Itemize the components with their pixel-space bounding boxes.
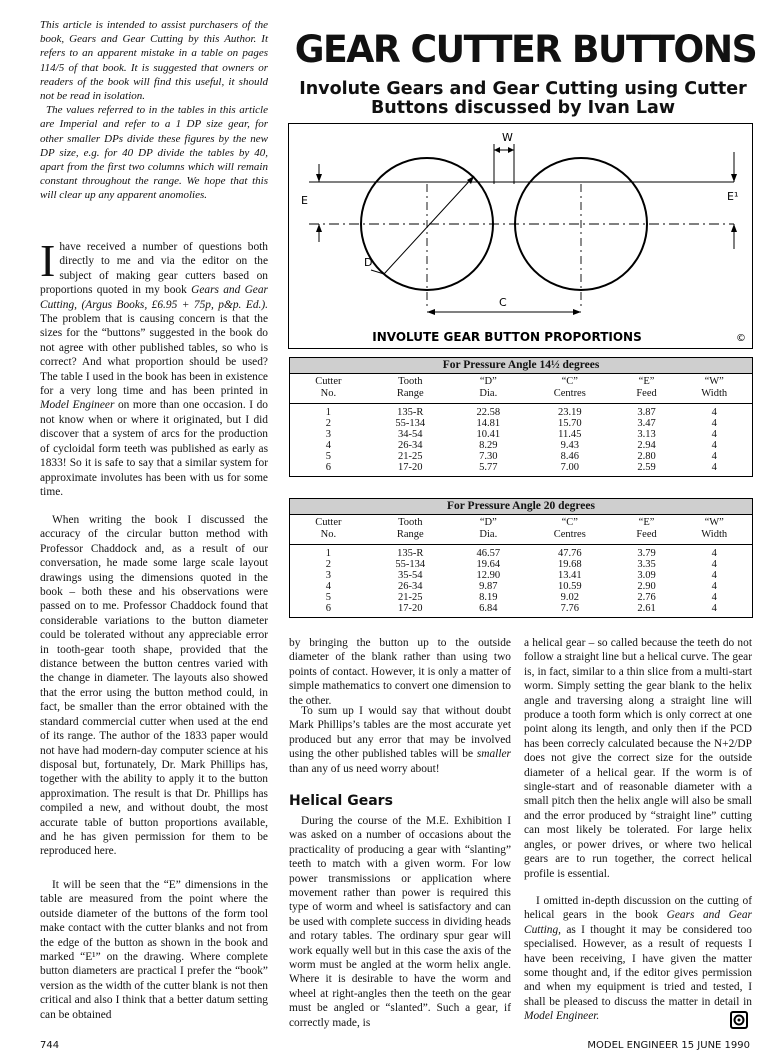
col3-paragraph-2: [524, 894, 752, 1024]
table-cell: 7.00: [560, 462, 579, 473]
col3-p2-a: I omitted in-depth discussion on the cutting of helical gears in the book: [524, 895, 752, 922]
col2-paragraph-3: During the course of the M.E. Exhibition I was asked on a number of occasions about the practicality of producing a gear with “slanting” teeth to match with a given worm. For low power transmissions or application where movement rather than power is required this type of worm and wheel is satisfactory and can be used with complete success in dividing heads and rotary tables. The ordinary spur gear will work equally well but in this case the axis of the worm must be angled at the worm helix angle. Where it is desirable to have the worm and wheel at right-angles then the teeth on the gear must be angled or “slanted”. Such a gear, if correctly made, is: [289, 815, 511, 1029]
table-cell: 4: [711, 581, 717, 592]
table-cell: 34-54: [398, 429, 423, 440]
table-cell: 9.02: [560, 592, 579, 603]
table-cell: 13.41: [557, 570, 582, 581]
table-row: [290, 603, 752, 617]
table-cell: 3.35: [637, 559, 656, 570]
intro-note: [40, 18, 268, 203]
table-row: [290, 570, 752, 581]
table2-header-3: “C” Centres: [523, 515, 617, 545]
table-row: [290, 404, 752, 419]
table-cell: 4: [711, 407, 717, 418]
table-cell: 19.64: [476, 559, 501, 570]
table-cell: 1: [325, 407, 331, 418]
table-cell: 4: [711, 440, 717, 451]
table-cell: 4: [325, 440, 331, 451]
table-cell: 19.68: [557, 559, 582, 570]
table-cell: 6: [325, 462, 331, 473]
table-cell: 4: [325, 581, 331, 592]
col1-p1-book-ref: Gears and Gear Cutting, (Argus Books, £6.95 + 75p, p&p. Ed.).: [40, 284, 268, 311]
table-cell: 135-R: [397, 548, 424, 559]
table-cell: 23.19: [557, 407, 582, 418]
table-cell: 2.59: [637, 462, 656, 473]
table2-header-4: “E” Feed: [617, 515, 677, 545]
table1-header-1: Tooth Range: [367, 374, 454, 404]
col1-paragraph-1: [40, 235, 268, 499]
table2-title: For Pressure Angle 20 degrees: [290, 499, 752, 515]
table1-header-0: Cutter No.: [290, 374, 367, 404]
col1-paragraph-3: It will be seen that the “E” dimensions in the table are measured from the point where the outside diameter of the buttons of the form tool make contact with the cutter blanks and not from the edge of the button as shown in the book and marked “E¹” on the drawing. Where complete button diameters are practical I prefer the “book” version as the width of the cutter blank is not then critical and also I think that a better datum setting can be obtained: [40, 879, 268, 1021]
col1-p1-text-a: have received a number of questions both directly to me and via the editor on the subject of making gear cutters based on proportions quoted in my book: [40, 241, 268, 297]
table-cell: 2: [325, 418, 331, 429]
magazine-footer: MODEL ENGINEER 15 JUNE 1990: [587, 1040, 750, 1051]
table-cell: 3: [325, 570, 331, 581]
table-cell: 3.47: [637, 418, 656, 429]
col1-p1-text-e: on more than one occasion. I do not know when or where it originated, but I did discover that a system of arcs for the production of cycloidal form teeth was published as early as 1833! So it is safe to say that a similar system for approximate involutes has been with us for some time.: [40, 399, 268, 498]
page-number: 744: [40, 1040, 60, 1051]
table2-grid: [290, 515, 752, 617]
diagram-caption: INVOLUTE GEAR BUTTON PROPORTIONS: [372, 330, 642, 344]
table-cell: 3.87: [637, 407, 656, 418]
table-cell: 11.45: [558, 429, 582, 440]
col3-paragraph-1: a helical gear – so called because the teeth do not follow a straight line but a helical curve. The gear is, in fact, similar to a thin slice from a multi-start worm. Simply setting the gear blank to the helix angle and traversing along a straight line will produce a tooth form which is only correct at one point along its length, and only then if the PCD has been correcly calculated because the N+2/DP does not give the correct size for the outside diameter of a helical gear. If the worm is of single-start and of reasonable diameter with a small pitch then the helix angle will also be small and the error produced by “straight line” cutting can most likely be tolerated. For large helix angles, or power drives, or where two helical gears are to run together, the correct helical profile is essential.: [524, 637, 752, 880]
table-row: [290, 592, 752, 603]
table-cell: 12.90: [476, 570, 501, 581]
table-cell: 8.19: [479, 592, 498, 603]
table-cell: 7.76: [560, 603, 579, 614]
section-heading-helical-gears: Helical Gears: [289, 793, 393, 809]
table-row: [290, 451, 752, 462]
table-cell: 4: [711, 592, 717, 603]
col3-p2-c: as I thought it may be considered too specialised. However, as a result of requests I have been receiving, I have given the matter some thought and, if the editor gives permission and when my equipment is tried and tested, I shall be pleased to discuss the matter in detail in: [524, 923, 752, 1008]
gear-end-mark-icon: [730, 1011, 748, 1029]
table-cell: 3: [325, 429, 331, 440]
table-row: [290, 440, 752, 451]
table-cell: 21-25: [398, 592, 423, 603]
table-cell: 4: [711, 603, 717, 614]
button-proportions-diagram: [288, 123, 753, 349]
col1-paragraph-2: When writing the book I discussed the accuracy of the circular button method with Professor Chaddock and, as a result of our conversation, he made some large scale layout drawings using the dimensions quoted in the book – both these and his observations were passed on to me. Professor Chaddock found that considerable variations to the button diameter could be tolerated without any appreciable error in tooth-gear tooth shape, provided that the distance between the button centres varied with the change in diameter. The layouts also showed that the error using the button method could, in fact, be smaller than the error obtained with the standard commercial cutter when used at the end of its range. The author of the 1833 paper would not have had modern-day computer science at his disposal but, fortunately, Dr. Mark Phillips has, together with the ability to apply it to the button approximation. The result is that Dr. Phillips has compiled a new, and without doubt, the most accurate table of button proportions available, and he has given permission for them to be reproduced here.: [40, 514, 268, 858]
table-cell: 17-20: [398, 603, 423, 614]
table1-title: For Pressure Angle 14½ degrees: [290, 358, 752, 374]
table-cell: 4: [711, 462, 717, 473]
table-row: [290, 545, 752, 560]
intro-paragraph-1: This article is intended to assist purchasers of the book, Gears and Gear Cutting by this Author. It refers to an apparent mistake in a table on pages 114/5 of that book. It is suggested that owners or readers of the book will find this useful, it should not be read in isolation.: [40, 19, 268, 103]
article-subtitle: Involute Gears and Gear Cutting using Cutter Buttons discussed by Ivan Law: [299, 79, 747, 118]
table-cell: 6: [325, 603, 331, 614]
col1-p1-text-c: The problem that is causing concern is that the sizes for the “buttons” suggested in the book do not agree with other published tables, so who is correct? And what proportion should be used? The table I used in the book has been in existence for a very long time and has been printed in: [40, 313, 268, 398]
table-cell: 6.84: [479, 603, 498, 614]
table-row: [290, 581, 752, 592]
table-cell: 2.90: [637, 581, 656, 592]
table2-header-5: “W” Width: [676, 515, 752, 545]
table-cell: 22.58: [476, 407, 501, 418]
col2-p2-c: than any of us need worry about!: [289, 762, 440, 775]
col1-p1-magazine-ref: Model Engineer: [40, 399, 115, 412]
table-row: [290, 559, 752, 570]
col2-p2-b: smaller: [476, 748, 511, 761]
table-cell: 2.80: [637, 451, 656, 462]
table-cell: 3.13: [637, 429, 656, 440]
table1-header-3: “C” Centres: [523, 374, 617, 404]
table-cell: 15.70: [557, 418, 582, 429]
table-cell: 2: [325, 559, 331, 570]
table-cell: 8.46: [560, 451, 579, 462]
table-cell: 2.76: [637, 592, 656, 603]
table-cell: 7.30: [479, 451, 498, 462]
table-cell: 4: [711, 429, 717, 440]
table-cell: 5.77: [479, 462, 498, 473]
table-cell: 4: [711, 418, 717, 429]
table-cell: 4: [711, 559, 717, 570]
table-cell: 2.94: [637, 440, 656, 451]
col2-p2-a: To sum up I would say that without doubt Mark Phillips’s tables are the most accurate yet produced but any error that may be involved using the other published tables will be: [289, 705, 511, 761]
diagram-svg: [289, 124, 751, 347]
table-row: [290, 418, 752, 429]
table-cell: 5: [325, 592, 331, 603]
table-cell: 10.41: [476, 429, 501, 440]
col3-p2-d: Model Engineer.: [524, 1010, 600, 1023]
table-cell: 35-54: [398, 570, 423, 581]
label-w: W: [502, 131, 513, 144]
label-d: D: [364, 256, 373, 269]
label-e1: E¹: [727, 190, 739, 203]
table2-header-1: Tooth Range: [367, 515, 454, 545]
table1-header-5: “W” Width: [676, 374, 752, 404]
col2-paragraph-2: [289, 704, 511, 776]
label-c: C: [499, 296, 507, 309]
table-cell: 2.61: [637, 603, 656, 614]
table2-header-0: Cutter No.: [290, 515, 367, 545]
table-cell: 10.59: [557, 581, 582, 592]
table-row: [290, 429, 752, 440]
table-cell: 5: [325, 451, 331, 462]
table-cell: 4: [711, 451, 717, 462]
col2-paragraph-1: by bringing the button up to the outside diameter of the blank rather than using two points of contact. However, it is only a matter of simple mathematics to convert one dimension to the other.: [289, 637, 511, 707]
table-cell: 1: [325, 548, 331, 559]
table-cell: 4: [711, 548, 717, 559]
table-pressure-angle-14-5: [289, 357, 753, 477]
table-cell: 135-R: [397, 407, 424, 418]
table-cell: 47.76: [557, 548, 582, 559]
table-cell: 55-134: [395, 418, 426, 429]
col3-p2-b: Gears and Gear Cutting,: [524, 909, 752, 936]
table-cell: 26-34: [398, 581, 423, 592]
intro-paragraph-2: The values referred to in the tables in this article are Imperial and refer to a 1 DP size gear, for other smaller DPs divide these figures by the new DP size, e.g. for 40 DP divide the tables by 40, apart from the first two columns which will remain constant throughout the range. We hope that this will clear up any apparent anomolies.: [40, 104, 268, 202]
table-cell: 26-34: [398, 440, 423, 451]
table-cell: 46.57: [476, 548, 501, 559]
table1-header-2: “D” Dia.: [454, 374, 523, 404]
table-cell: 3.79: [637, 548, 656, 559]
table1-header-4: “E” Feed: [617, 374, 677, 404]
table-cell: 14.81: [476, 418, 501, 429]
table-cell: 3.09: [637, 570, 656, 581]
label-e: E: [301, 194, 308, 207]
table-cell: 4: [711, 570, 717, 581]
drop-cap: I: [40, 235, 56, 286]
table-cell: 8.29: [479, 440, 498, 451]
article-title: GEAR CUTTER BUTTONS: [294, 28, 757, 71]
table-cell: 9.43: [560, 440, 579, 451]
table2-header-2: “D” Dia.: [454, 515, 523, 545]
table-cell: 9.87: [479, 581, 498, 592]
table-row: [290, 462, 752, 476]
table-cell: 55-134: [395, 559, 426, 570]
table-cell: 17-20: [398, 462, 423, 473]
copyright-mark: ©: [736, 333, 746, 344]
table1-grid: [290, 374, 752, 476]
table-pressure-angle-20: [289, 498, 753, 618]
table-cell: 21-25: [398, 451, 423, 462]
